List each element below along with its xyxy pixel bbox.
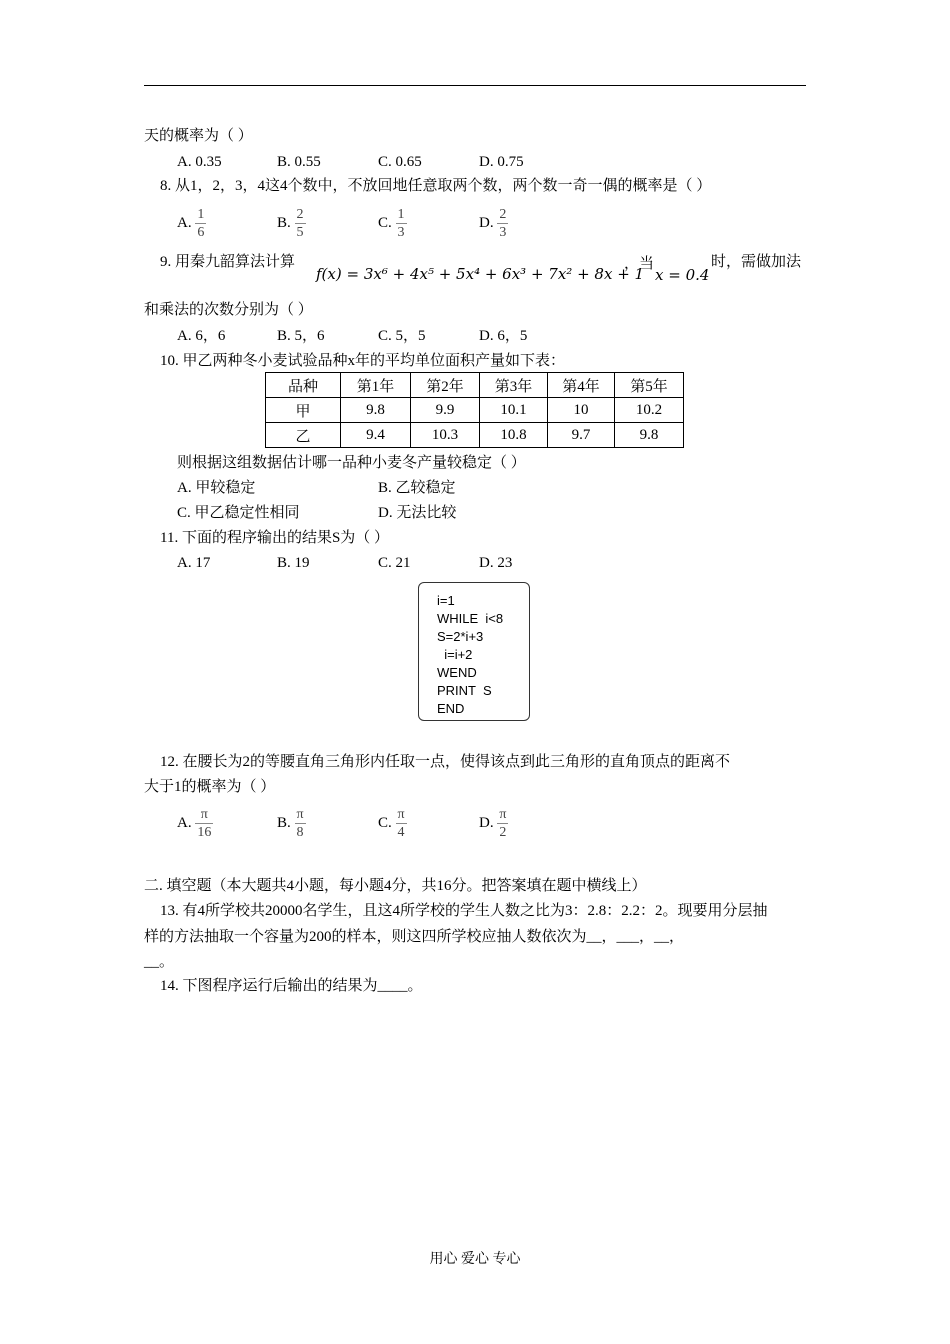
table-cell: 10.3 (411, 423, 480, 448)
numerator: π (499, 807, 507, 823)
q12-option-b (277, 803, 306, 843)
option-label: D. (479, 215, 494, 231)
numerator: 1 (197, 207, 205, 223)
code-line: S=2*i+3 (437, 629, 484, 644)
table-cell: 10.8 (480, 423, 548, 448)
numerator: π (296, 807, 304, 823)
code-line: WHILE i<8 (437, 611, 504, 626)
denominator: 6 (197, 225, 205, 241)
denominator: 4 (396, 823, 407, 841)
q7-option-a: A. 0.35 (177, 154, 222, 170)
denominator: 16 (197, 825, 212, 841)
option-label: A. (177, 215, 192, 231)
table-header-cell: 品种 (266, 373, 341, 398)
table-header-cell: 第3年 (480, 373, 548, 398)
fraction (195, 806, 213, 841)
q9-formula: f(x) = 3x⁶ + 4x⁵ + 5x⁴ + 6x³ + 7x² + 8x + 1 (316, 265, 645, 283)
fraction (396, 806, 407, 841)
table-cell: 乙 (266, 423, 341, 448)
q13-line1: 13. 有4所学校共20000名学生，且这4所学校的学生人数之比为3：2.8：2.2：2。现要用分层抽 (160, 903, 768, 919)
denominator: 8 (295, 823, 306, 841)
q8-stem: 8. 从1，2，3，4这4个数中，不放回地任意取两个数，两个数一奇一偶的概率是（ ） (160, 178, 712, 194)
q12-option-c (378, 803, 407, 843)
q8-option-c (378, 203, 407, 243)
q9-suffix: 时，需做加法 (711, 254, 802, 270)
fraction (195, 206, 206, 241)
table-header-cell: 第2年 (411, 373, 480, 398)
q9-option-c: C. 5，5 (378, 328, 426, 344)
table-cell: 甲 (266, 398, 341, 423)
fraction (295, 806, 306, 841)
table-cell: 9.8 (341, 398, 411, 423)
option-label: B. (277, 215, 291, 231)
q9-x-value: x = 0.4 (655, 266, 710, 284)
q11-option-b: B. 19 (277, 555, 310, 571)
table-cell: 9.9 (411, 398, 480, 423)
q9-option-a: A. 6，6 (177, 328, 226, 344)
fraction (396, 206, 407, 241)
q9-prefix: 9. 用秦九韶算法计算 (160, 254, 296, 270)
table-header-cell: 第1年 (341, 373, 411, 398)
code-line: i=1 (437, 593, 455, 608)
q7-option-c: C. 0.65 (378, 154, 422, 170)
denominator: 2 (497, 823, 508, 841)
code-line: PRINT S (437, 683, 492, 698)
q12-line2: 大于1的概率为（ ） (144, 779, 276, 795)
q12-option-a (177, 803, 213, 843)
q11-option-d: D. 23 (479, 555, 513, 571)
q10-option-b: B. 乙较稳定 (378, 480, 456, 496)
table-cell: 10.2 (615, 398, 684, 423)
table-cell: 9.7 (548, 423, 615, 448)
page-footer: 用心 爱心 专心 (429, 1252, 521, 1267)
yield-table (265, 372, 684, 448)
section2-heading: 二. 填空题（本大题共4小题，每小题4分，共16分。把答案填在题中横线上） (144, 878, 647, 894)
q7-option-d: D. 0.75 (479, 154, 524, 170)
table-header-cell: 第4年 (548, 373, 615, 398)
q7-stem-tail: 天的概率为（ ） (144, 128, 253, 144)
q13-line3: __。 (144, 954, 175, 970)
table-cell: 9.8 (615, 423, 684, 448)
q9-line2: 和乘法的次数分别为（ ） (144, 302, 313, 318)
q10-option-c: C. 甲乙稳定性相同 (177, 505, 300, 521)
numerator: 2 (499, 207, 507, 223)
q14-stem: 14. 下图程序运行后输出的结果为____。 (160, 978, 423, 994)
q12-option-d (479, 803, 508, 843)
numerator: 2 (296, 207, 304, 223)
code-line: WEND (437, 665, 477, 680)
q11-option-c: C. 21 (378, 555, 411, 571)
table-cell: 10.1 (480, 398, 548, 423)
denominator: 5 (296, 225, 304, 241)
option-label: D. (479, 815, 494, 831)
table-cell: 9.4 (341, 423, 411, 448)
numerator: 1 (397, 207, 405, 223)
numerator: π (397, 807, 405, 823)
q11-option-a: A. 17 (177, 555, 211, 571)
fraction (497, 206, 508, 241)
header-rule (144, 85, 806, 86)
option-label: C. (378, 215, 392, 231)
option-label: C. (378, 815, 392, 831)
denominator: 3 (499, 225, 507, 241)
q9-option-d: D. 6，5 (479, 328, 528, 344)
program-code-box (418, 582, 530, 721)
table-header-row (266, 373, 684, 398)
q8-option-d (479, 203, 508, 243)
q9-mid: ，当 (624, 256, 655, 272)
q10-question: 则根据这组数据估计哪一品种小麦冬产量较稳定（ ） (177, 455, 526, 471)
table-header-cell: 第5年 (615, 373, 684, 398)
q10-stem: 10. 甲乙两种冬小麦试验品种x年的平均单位面积产量如下表： (160, 353, 566, 369)
q8-option-b (277, 203, 306, 243)
code-line: i=i+2 (437, 647, 473, 662)
numerator: π (200, 807, 208, 823)
table-row (266, 423, 684, 448)
q7-option-b: B. 0.55 (277, 154, 321, 170)
option-label: B. (277, 815, 291, 831)
denominator: 3 (397, 225, 405, 241)
q11-stem: 11. 下面的程序输出的结果S为（ ） (160, 530, 390, 546)
q10-option-a: A. 甲较稳定 (177, 480, 256, 496)
table-row (266, 398, 684, 423)
q10-option-d: D. 无法比较 (378, 505, 457, 521)
q12-line1: 12. 在腰长为2的等腰直角三角形内任取一点，使得该点到此三角形的直角顶点的距离不 (160, 754, 731, 770)
q13-line2: 样的方法抽取一个容量为200的样本，则这四所学校应抽人数依次为__，___，__， (144, 929, 685, 945)
fraction (497, 806, 508, 841)
q8-option-a (177, 203, 206, 243)
option-label: A. (177, 815, 192, 831)
table-cell: 10 (548, 398, 615, 423)
q9-option-b: B. 5，6 (277, 328, 325, 344)
fraction (295, 206, 306, 241)
code-line: END (437, 701, 465, 716)
